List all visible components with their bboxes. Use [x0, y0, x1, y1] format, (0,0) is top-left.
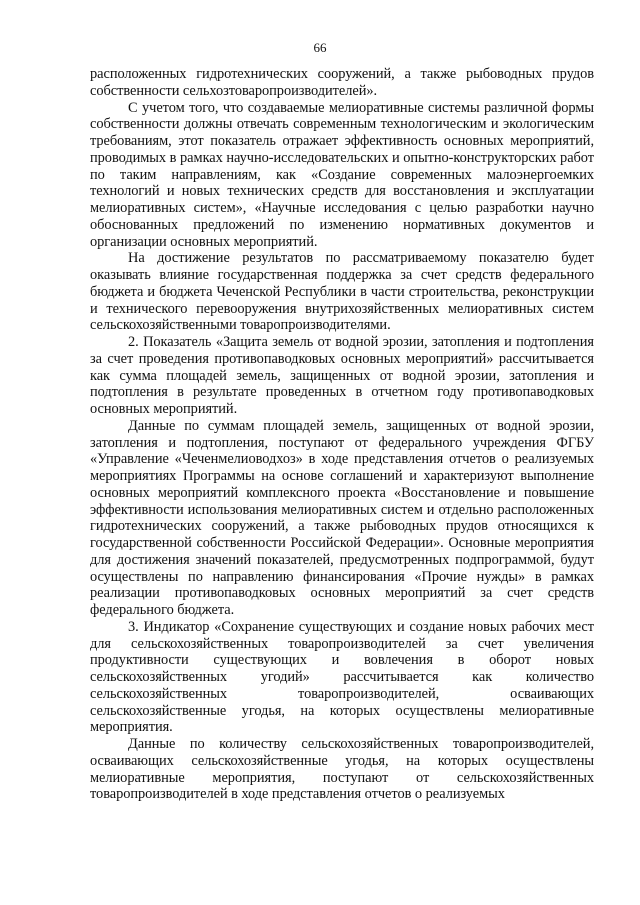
page-number: 66 [313, 40, 327, 55]
paragraph-indicator-2: 2. Показатель «Защита земель от водной эрозии, затопления и подтопления за счет проведения противопаводковых основных мероприятий» рассчитывается как сумма площадей земель, защищенных от водной эрозии, затопления и подтопления в результате проведенных в отчетном году противопаводковых основных мероприятий. [90, 334, 594, 417]
paragraph-state-support: На достижение результатов по рассматриваемому показателю будет оказывать влияние государственная поддержка за счет средств федерального бюджета и бюджета Чеченской Республики в части строительства, реконструкции и технического перевооружения внутрихозяйственных мелиоративных систем сельскохозяйственными товаропроизводителями. [90, 250, 594, 334]
paragraph-indicator-3: 3. Индикатор «Сохранение существующих и создание новых рабочих мест для сельскохозяйственных товаропроизводителей за счет увеличения продуктивности существующих и вовлечения в оборот новых сельскохозяйственных угодий» рассчитывается как количество сельскохозяйственных товаропроизводителей, осваивающих сельскохозяйственные угодья, на которых осуществлены мелиоративные мероприятия. [90, 618, 594, 736]
paragraph-reclamation-systems: С учетом того, что создаваемые мелиоративные системы различной формы собственности должны отвечать современным технологическим и экологическим требованиям, этот показатель отражает эффективность основных мероприятий, проводимых в рамках научно-исследовательских и опытно-конструкторских работ по таким направлениям, как «Создание современных малоэнергоемких технологий и новых технических средств для восстановления и эксплуатации мелиоративных систем», «Научные исследования с целью разработки научно обоснованных предложений по изменению нормативных документов и организации основных мероприятий. [90, 99, 594, 250]
paragraph-indicator-3-data: Данные по количеству сельскохозяйственных товаропроизводителей, осваивающих сельскохозяйственные угодья, на которых осуществлены мелиоративные мероприятия, поступают от сельскохозяйственных товаропроизводителей в ходе представления отчетов о реализуемых [90, 736, 594, 803]
body-text [90, 66, 594, 803]
paragraph-indicator-2-data: Данные по суммам площадей земель, защищенных от водной эрозии, затопления и подтопления, поступают от федерального учреждения ФГБУ «Управление «Чеченмелиоводхоз» в ходе представления отчетов о реализуемых мероприятиях Программы на основе соглашений и характеризуют выполнение основных мероприятий комплексного проекта «Восстановление и повышение эффективности использования мелиоративных систем и отдельно расположенных гидротехнических сооружений, а также рыбоводных прудов относящихся к государственной собственности Российской Федерации». Основные мероприятия для достижения значений показателей, предусмотренных подпрограммой, будут осуществлены по направлению финансирования «Прочие нужды» в рамках реализации противопаводковых основных мероприятий за счет средств федерального бюджета. [90, 417, 594, 618]
paragraph-continuation: расположенных гидротехнических сооружений, а также рыбоводных прудов собственности сельхозтоваропроизводителей». [90, 66, 594, 99]
